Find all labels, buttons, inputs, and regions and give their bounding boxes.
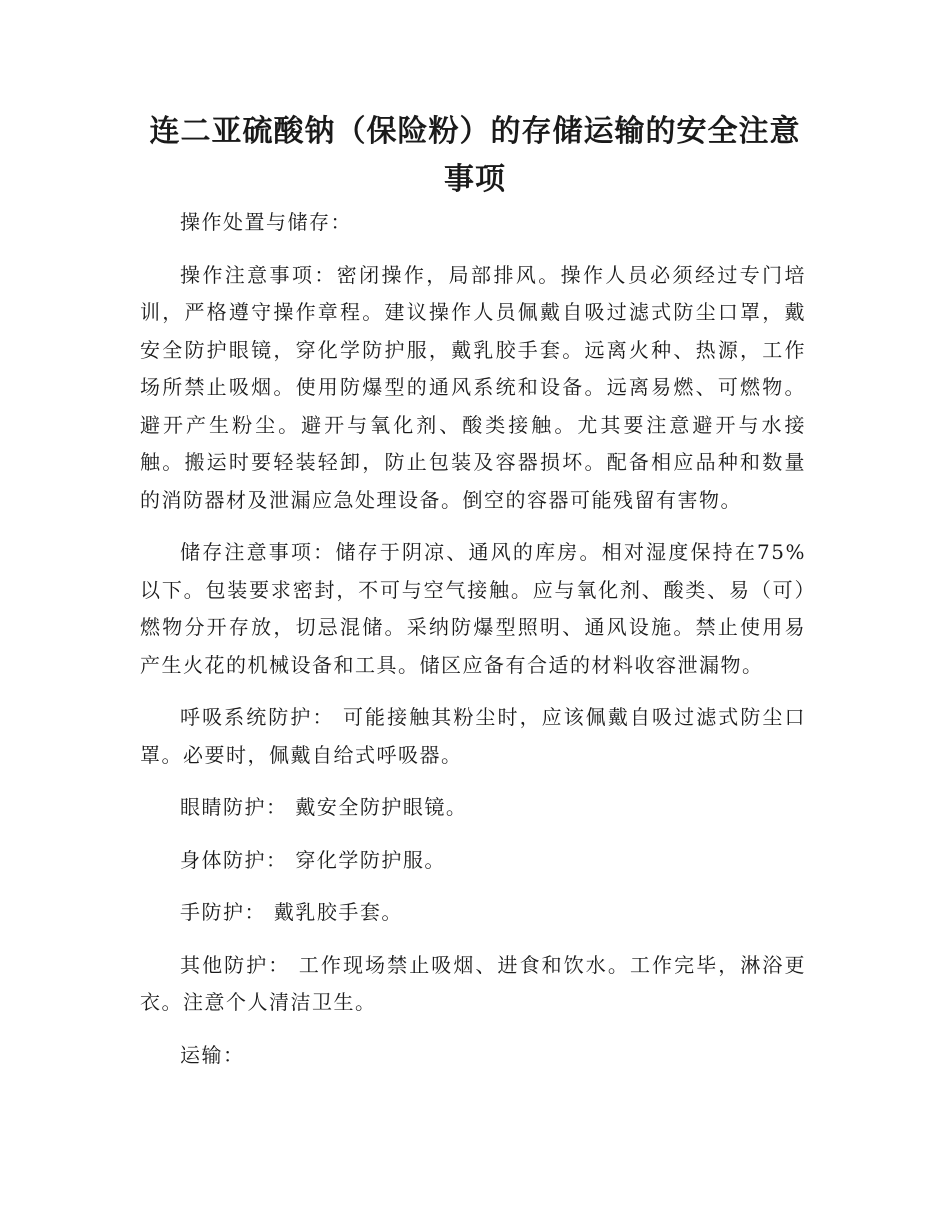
paragraph-body-protection: 身体防护： 穿化学防护服。 (180, 847, 446, 872)
paragraph-respiratory-protection: 呼吸系统防护： 可能接触其粉尘时，应该佩戴自吸过滤式防尘口罩。必要时，佩戴自给式呼吸器。 (140, 705, 806, 767)
paragraph-transport-heading: 运输： (180, 1042, 245, 1067)
paragraph-hand-protection: 手防护： 戴乳胶手套。 (180, 900, 403, 924)
paragraph-handling-storage-heading: 操作处置与储存： (180, 210, 352, 234)
paragraph-other-protection: 其他防护： 工作现场禁止吸烟、进食和饮水。工作完毕，淋浴更衣。注意个人清洁卫生。 (140, 952, 806, 1014)
document-body (140, 204, 806, 1089)
document-title: 连二亚硫酸钠（保险粉）的存储运输的安全注意事项 (149, 114, 801, 197)
paragraph-storage-notes: 储存注意事项：储存于阴凉、通风的库房。相对湿度保持在75%以下。包装要求密封，不可与空气接触。应与氧化剂、酸类、易（可）燃物分开存放，切忌混储。采纳防爆型照明、通风设施。禁止使用易产生火花的机械设备和工具。储区应备有合适的材料收容泄漏物。 (140, 540, 806, 677)
paragraph-operation-notes: 操作注意事项：密闭操作，局部排风。操作人员必须经过专门培训，严格遵守操作章程。建议操作人员佩戴自吸过滤式防尘口罩，戴安全防护眼镜，穿化学防护服，戴乳胶手套。远离火种、热源，工作场所禁止吸烟。使用防爆型的通风系统和设备。远离易燃、可燃物。避开产生粉尘。避开与氧化剂、酸类接触。尤其要注意避开与水接触。搬运时要轻装轻卸，防止包装及容器损坏。配备相应品种和数量的消防器材及泄漏应急处理设备。倒空的容器可能残留有害物。 (140, 262, 806, 512)
paragraph-eye-protection: 眼睛防护： 戴安全防护眼镜。 (180, 795, 468, 819)
